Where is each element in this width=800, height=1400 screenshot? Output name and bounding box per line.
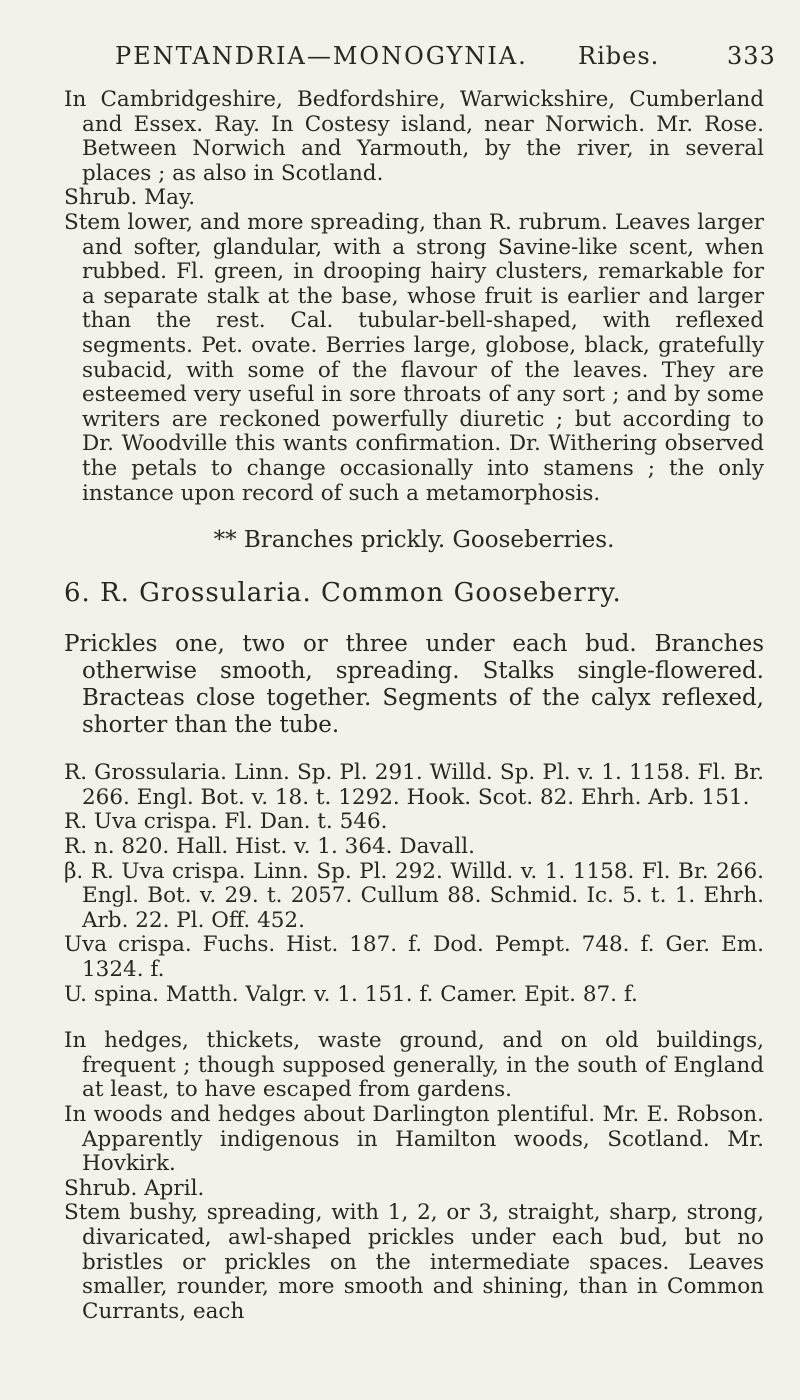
habitat-paragraph: In hedges, thickets, waste ground, and on old buildings, frequent ; though supposed generally, in the south of England at least, to have escaped from gardens. (64, 1028, 764, 1103)
page-number: 333 (727, 42, 776, 70)
description-paragraph: Stem lower, and more spreading, than R. rubrum. Leaves larger and softer, glandular, with a strong Savine-like scent, when rubbed. Fl. green, in drooping hairy clusters, remarkable for a separate stalk at the base, whose fruit is earlier and larger than the rest. Cal. tubular-bell-shaped, with reflexed segments. Pet. ovate. Berries large, globose, black, gratefully subacid, with some of the flavour of the leaves. They are esteemed very useful in sore throats of any sort ; and by some writers are reckoned powerfully diuretic ; but according to Dr. Woodville this wants confirmation. Dr. Withering observed the petals to change occasionally into stamens ; the only instance upon record of such a metamorphosis. (64, 209, 765, 506)
synonym-line: R. Grossularia. Linn. Sp. Pl. 291. Willd. Sp. Pl. v. 1. 1158. Fl. Br. 266. Engl. Bot. v. 18. t. 1292. Hook. Scot. 82. Ehrh. Arb. 151. (64, 760, 764, 810)
synonym-line: Uva crispa. Fuchs. Hist. 187. f. Dod. Pempt. 748. f. Ger. Em. 1324. f. (64, 932, 764, 983)
habit-line: Shrub. May. (64, 185, 196, 211)
header-title: PENTANDRIA—MONOGYNIA. (115, 42, 528, 70)
body-text (64, 88, 764, 1324)
habit-line: Shrub. April. (64, 1175, 205, 1201)
description-paragraph: Stem bushy, spreading, with 1, 2, or 3, straight, sharp, strong, divaricated, awl-shaped prickles under each bud, but no bristles or prickles on the intermediate spaces. Leaves smaller, rounder, more smooth and shining, than in Common Currants, each (64, 1200, 764, 1324)
species-heading: 6. R. Grossularia. Common Gooseberry. (64, 577, 622, 608)
synonym-line: β. R. Uva crispa. Linn. Sp. Pl. 292. Willd. v. 1. 1158. Fl. Br. 266. Engl. Bot. v. 29. t. 2057. Cullum 88. Schmid. Ic. 5. t. 1. Ehrh. Arb. 22. Pl. Off. 452. (64, 858, 764, 933)
synonym-line: U. spina. Matth. Valgr. v. 1. 151. f. Camer. Epit. 87. f. (64, 981, 638, 1007)
header-genus: Ribes. (578, 42, 660, 70)
diagnosis-paragraph: Prickles one, two or three under each bud. Branches otherwise smooth, spreading. Stalks single-flowered. Bracteas close together. Segments of the calyx reflexed, shorter than the tube. (64, 631, 764, 739)
section-heading: ** Branches prickly. Gooseberries. (213, 527, 615, 554)
habitat-paragraph: In woods and hedges about Darlington plentiful. Mr. E. Robson. Apparently indigenous in Hamilton woods, Scotland. Mr. Hovkirk. (64, 1102, 764, 1177)
synonym-line: R. Uva crispa. Fl. Dan. t. 546. (64, 809, 388, 835)
localities-paragraph: In Cambridgeshire, Bedfordshire, Warwickshire, Cumberland and Essex. Ray. In Costesy island, near Norwich. Mr. Rose. Between Norwich and Yarmouth, by the river, in several places ; as also in Scotland. (64, 87, 764, 186)
synonym-line: R. n. 820. Hall. Hist. v. 1. 364. Davall. (64, 834, 475, 860)
